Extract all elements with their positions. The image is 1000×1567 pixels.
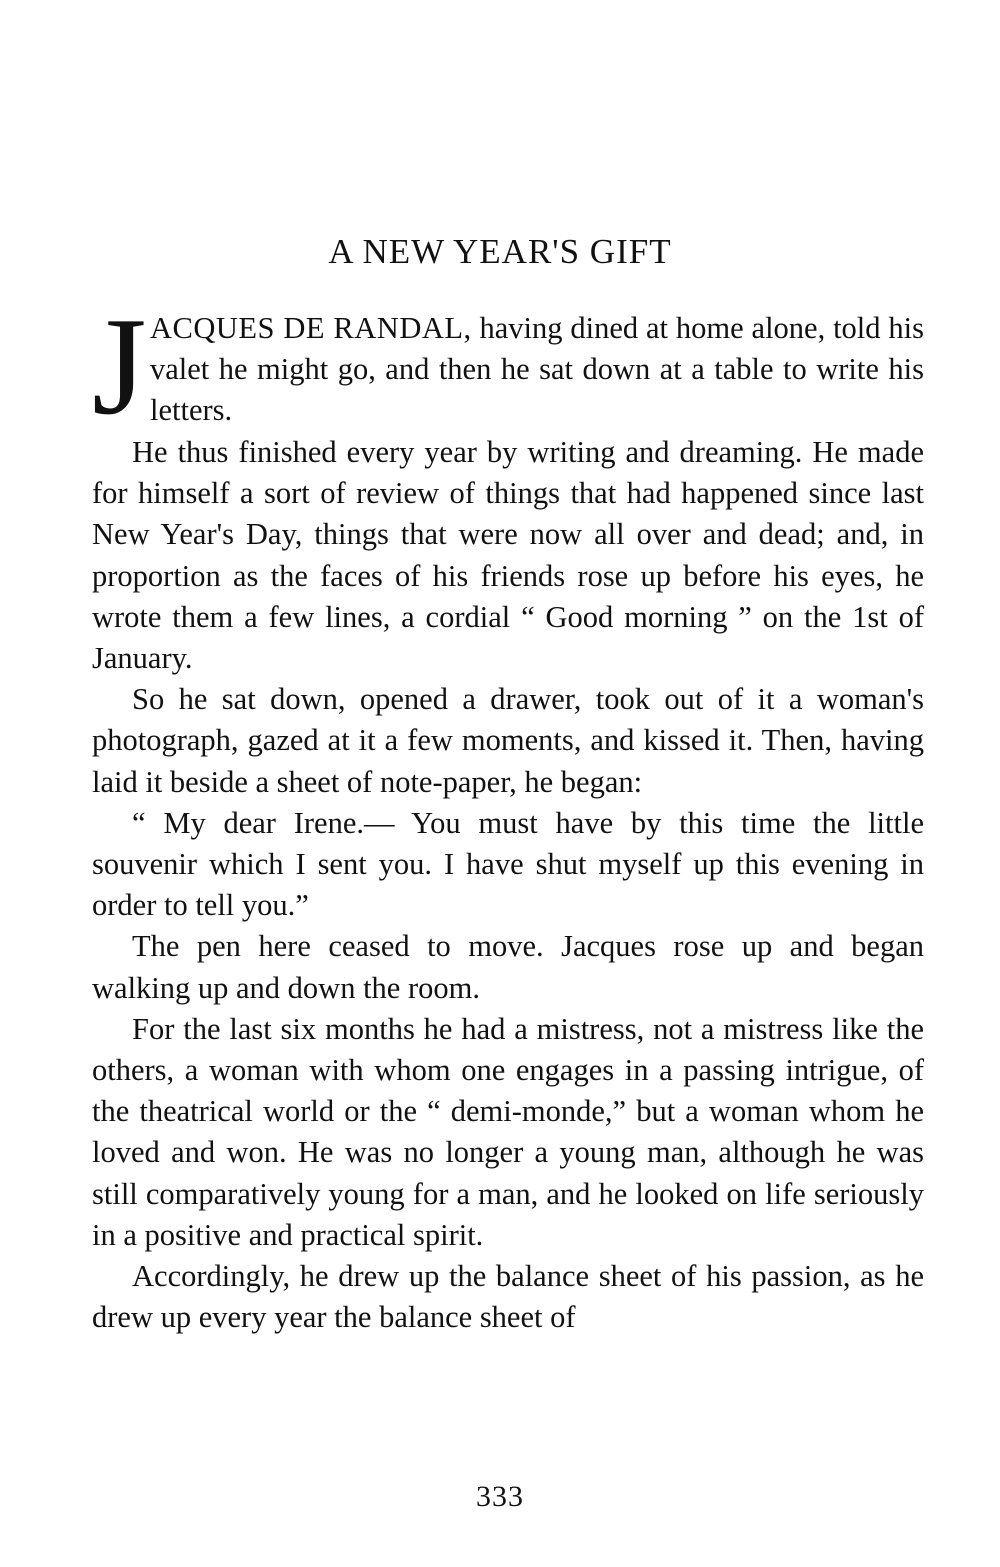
paragraph-3: “ My dear Irene.— You must have by this time the little souvenir which I sent you. I have shut myself up this evening in order to tell you.” bbox=[92, 805, 924, 923]
page-number: 333 bbox=[476, 1480, 524, 1513]
paragraph-5: For the last six months he had a mistress, not a mistress like the others, a woman with whom one engages in a passing intrigue, of the theatrical world or the “ demi-monde,” but a woman whom he loved and won. He was no longer a young man, although he was still comparatively young for a man, and he looked on life seriously in a positive and practical spirit. bbox=[92, 1011, 924, 1252]
paragraph-4: The pen here ceased to move. Jacques rose up and began walking up and down the room. bbox=[92, 929, 924, 1005]
drop-cap: J bbox=[92, 289, 147, 444]
opening-caps: ACQUES DE RANDAL, bbox=[150, 311, 472, 345]
chapter-title: A NEW YEAR'S GIFT bbox=[328, 232, 672, 271]
opening-text: having dined at home alone, told his valet he might go, and then he sat down at a table to write his letters. bbox=[150, 311, 924, 428]
text-body bbox=[92, 289, 924, 1338]
opening-paragraph bbox=[92, 289, 924, 444]
paragraph-2: So he sat down, opened a drawer, took out of it a woman's photograph, gazed at it a few moments, and kissed it. Then, having laid it beside a sheet of note-paper, he began: bbox=[92, 682, 924, 799]
paragraph-6: Accordingly, he drew up the balance sheet of his passion, as he drew up every year the balance sheet of bbox=[92, 1259, 924, 1335]
paragraph-1: He thus finished every year by writing and dreaming. He made for himself a sort of review of things that had happened since last New Year's Day, things that were now all over and dead; and, in proportion as the faces of his friends rose up before his eyes, he wrote them a few lines, a cordial “ Good morning ” on the 1st of January. bbox=[92, 435, 924, 676]
